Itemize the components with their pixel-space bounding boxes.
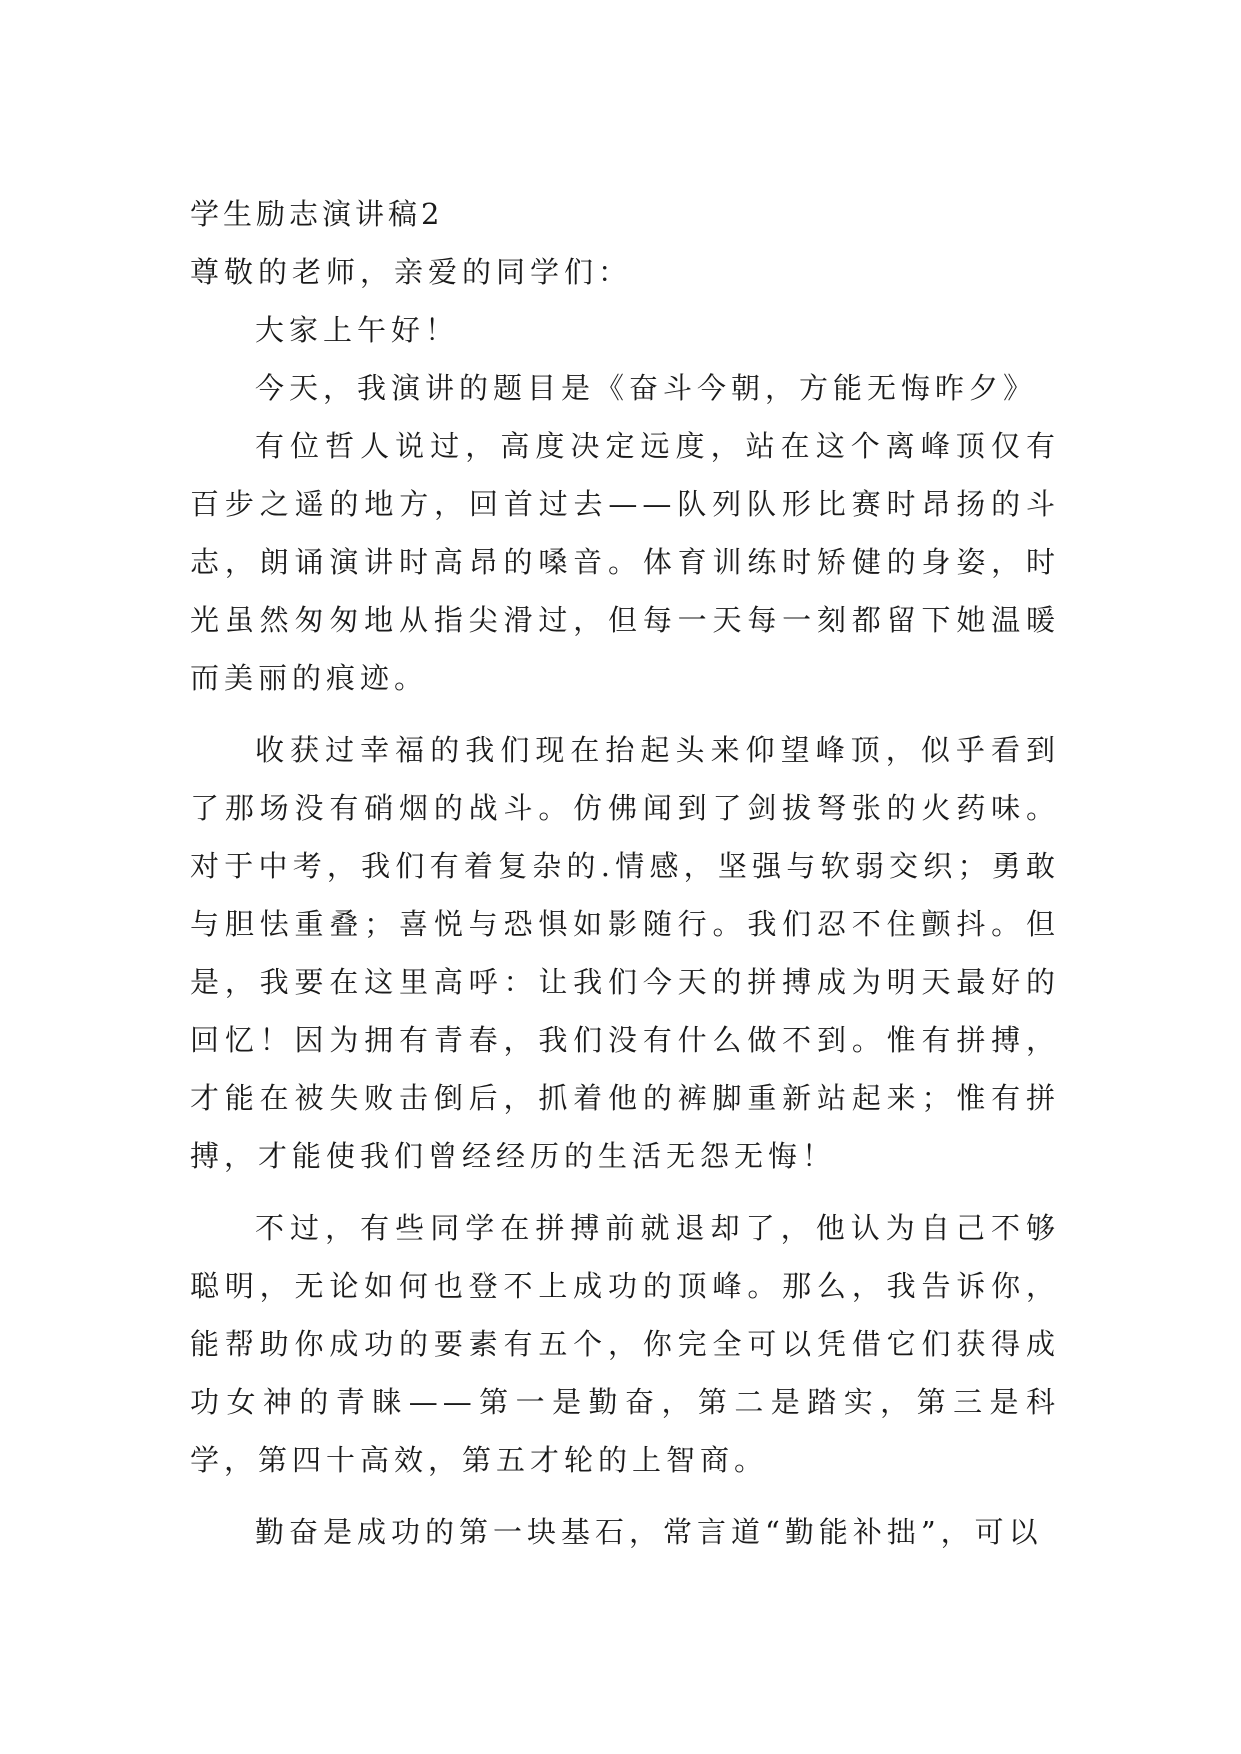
paragraph-body-1: 有位哲人说过，高度决定远度，站在这个离峰顶仅有百步之遥的地方，回首过去——队列队形比赛时昂扬的斗志，朗诵演讲时高昂的嗓音。体育训练时矫健的身姿，时光虽然匆匆地从指尖滑过，但每一天每一刻都留下她温暖而美丽的痕迹。 (190, 429, 1060, 695)
paragraph-greeting: 大家上午好！ (255, 313, 460, 347)
document-title: 学生励志演讲稿2 (190, 197, 444, 231)
salutation: 尊敬的老师，亲爱的同学们： (190, 255, 633, 289)
document-body (190, 185, 1060, 1561)
paragraph-body-2: 收获过幸福的我们现在抬起头来仰望峰顶，似乎看到了那场没有硝烟的战斗。仿佛闻到了剑拔弩张的火药味。对于中考，我们有着复杂的.情感，坚强与软弱交织；勇敢与胆怯重叠；喜悦与恐惧如影随行。我们忍不住颤抖。但是，我要在这里高呼：让我们今天的拼搏成为明天最好的回忆！因为拥有青春，我们没有什么做不到。惟有拼搏，才能在被失败击倒后，抓着他的裤脚重新站起来；惟有拼搏，才能使我们曾经经历的生活无怨无悔！ (190, 733, 1060, 1173)
paragraph-body-3: 不过，有些同学在拼搏前就退却了，他认为自己不够聪明，无论如何也登不上成功的顶峰。那么，我告诉你，能帮助你成功的要素有五个，你完全可以凭借它们获得成功女神的青睐——第一是勤奋，第二是踏实，第三是科学，第四十高效，第五才轮的上智商。 (190, 1211, 1060, 1477)
paragraph-body-4: 勤奋是成功的第一块基石，常言道“勤能补拙”，可以 (255, 1515, 1043, 1549)
paragraph-topic: 今天，我演讲的题目是《奋斗今朝，方能无悔昨夕》 (255, 371, 1038, 405)
